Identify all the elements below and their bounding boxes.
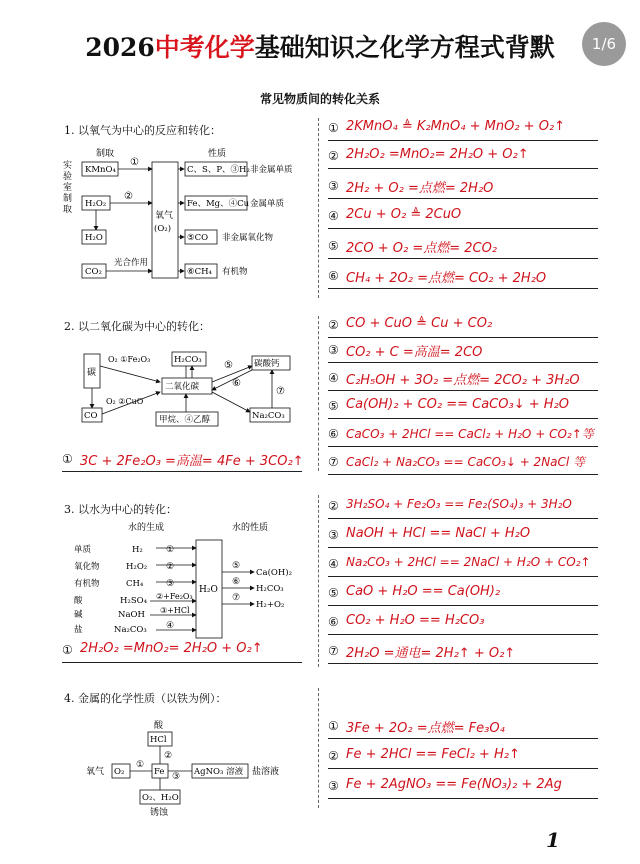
center-water: H₂O [199, 585, 218, 595]
row-mark-5: ③+HCl [160, 606, 190, 615]
equation-number: ③ [328, 528, 339, 542]
label-lab-1: 实 [63, 161, 73, 171]
equation-number: ③ [328, 343, 339, 357]
equation-text: 2H₂O₂ =MnO₂= 2H₂O + O₂↑ [80, 641, 263, 656]
row-mark-6: ④ [166, 621, 175, 631]
column-divider [318, 316, 319, 471]
label-lab-2: 验 [63, 172, 73, 182]
metal-diagram [84, 716, 310, 818]
head-generation: 水的生成 [128, 523, 165, 533]
equation-text: NaOH + HCl == NaCl + H₂O [346, 526, 531, 541]
circle-3-metal: ③ [172, 772, 181, 782]
label-prep: 制取 [96, 149, 115, 159]
equation-text: Fe + 2AgNO₃ == Fe(NO₃)₂ + 2Ag [346, 777, 562, 792]
prop-mark-7: ⑦ [232, 593, 241, 603]
column-divider [318, 495, 319, 667]
equation-text: CaO + H₂O == Ca(OH)₂ [346, 584, 501, 599]
title-year: 2026 [85, 33, 155, 62]
label-lab-4: 制 [63, 194, 73, 204]
equation-row [328, 206, 598, 229]
equation-text: Ca(OH)₂ + CO₂ == CaCO₃↓ + H₂O [346, 397, 569, 412]
circle-1: ① [130, 157, 139, 168]
equation-number: ⑤ [328, 239, 339, 253]
label-acid: 酸 [154, 721, 164, 731]
center-co2: 二氧化碳 [165, 382, 200, 392]
label-rust: 锈蚀 [150, 808, 169, 818]
page-subtitle: 常见物质间的转化关系 [259, 92, 380, 106]
equation-text: C₂H₅OH + 3O₂ =点燃= 2CO₂ + 3H₂O [346, 373, 580, 388]
equation-text: 2KMnO₄ ≜ K₂MnO₄ + MnO₂ + O₂↑ [346, 119, 566, 134]
label-props: 性质 [208, 149, 227, 159]
equation-text: 2H₂ + O₂ =点燃= 2H₂O [346, 181, 494, 196]
section-title-co2: 2. 以二氧化碳为中心的转化： [64, 320, 210, 333]
row-cat-6: 盐 [74, 625, 83, 635]
box-co2: CO₂ [85, 267, 102, 277]
title-highlight: 中考化学 [154, 33, 255, 62]
equation-row [328, 776, 598, 799]
center-oxygen-formula: (O₂) [154, 224, 172, 234]
equation-number: ③ [328, 779, 339, 793]
box-h2o2: H₂O₂ [85, 199, 107, 209]
equation-number: ⑥ [328, 615, 339, 629]
equation-row-left [62, 449, 302, 472]
row-sub-1: H₂ [132, 545, 143, 555]
prop-co-note: 非金属氧化物 [222, 233, 274, 243]
box-fe: Fe [154, 767, 165, 777]
row-sub-3: CH₄ [126, 579, 144, 589]
equation-text: 3Fe + 2O₂ =点燃= Fe₃O₄ [346, 721, 505, 736]
box-rust-reactants: O₂、H₂O [142, 793, 179, 803]
equation-text: Fe + 2HCl == FeCl₂ + H₂↑ [346, 747, 520, 762]
prop-co: ⑤CO [187, 233, 209, 243]
label-lab-5: 取 [63, 205, 73, 215]
row-sub-4: H₂SO₄ [120, 596, 148, 606]
equation-row [328, 525, 598, 548]
box-organics: 甲烷、④乙醇 [159, 415, 211, 425]
section-title-metal: 4. 金属的化学性质（以铁为例）： [64, 692, 227, 705]
row-cat-2: 氧化物 [74, 562, 100, 572]
equation-number: ⑥ [328, 427, 339, 441]
equation-number: ① [328, 121, 339, 135]
prop-product-5: Ca(OH)₂ [256, 568, 292, 578]
equation-number: ⑤ [328, 399, 339, 413]
section-title-oxygen: 1. 以氧气为中心的反应和转化： [64, 124, 221, 137]
label-lower-arrow: O₂ ②CuO [106, 397, 144, 406]
box-h2co3: H₂CO₃ [174, 355, 202, 365]
equation-row [328, 583, 598, 606]
row-cat-5: 碱 [74, 610, 83, 620]
equation-text: CaCO₃ + 2HCl == CaCl₂ + H₂O + CO₂↑等 [346, 427, 594, 441]
equation-number: ② [328, 318, 339, 332]
equation-text: Na₂CO₃ + 2HCl == 2NaCl + H₂O + CO₂↑ [346, 555, 591, 569]
equation-row [328, 176, 598, 199]
box-caco3: 碳酸钙 [254, 359, 280, 369]
equation-number: ③ [328, 179, 339, 193]
equation-row [328, 118, 598, 141]
box-h2o: H₂O [85, 233, 103, 243]
label-lab-3: 室 [63, 183, 73, 193]
row-sub-6: Na₂CO₃ [114, 625, 147, 635]
prop-nonmetal: C、S、P、③H₂ [187, 165, 250, 175]
equation-text: 2CO + O₂ =点燃= 2CO₂ [346, 241, 498, 256]
box-o2: O₂ [114, 767, 125, 777]
row-mark-1: ① [166, 545, 175, 555]
page-title [0, 28, 640, 64]
equation-number: ② [328, 499, 339, 513]
column-divider [318, 688, 319, 808]
row-cat-4: 酸 [74, 596, 83, 606]
row-cat-1: 单质 [74, 545, 92, 555]
equation-row [328, 236, 598, 259]
equation-number: ② [328, 149, 339, 163]
prop-mark-5: ⑤ [232, 561, 241, 571]
equation-row [328, 612, 598, 635]
prop-ch4: ⑥CH₄ [187, 267, 212, 277]
equation-number: ④ [328, 371, 339, 385]
circle-1-metal: ① [136, 760, 145, 770]
equation-row [328, 146, 598, 169]
page-number: 1 [546, 828, 560, 852]
label-photosynthesis: 光合作用 [114, 258, 149, 268]
equation-number: ① [62, 452, 73, 466]
equation-text: CO₂ + C =高温= 2CO [346, 345, 483, 360]
co2-diagram [76, 346, 306, 430]
equation-text: CaCl₂ + Na₂CO₃ == CaCO₃↓ + 2NaCl 等 [346, 455, 586, 469]
box-kmno4: KMnO₄ [85, 165, 116, 175]
head-properties: 水的性质 [232, 523, 269, 533]
equation-number: ④ [328, 557, 339, 571]
circle-5: ⑤ [224, 360, 233, 371]
equation-row [328, 554, 598, 577]
circle-2-metal: ② [164, 751, 173, 761]
equation-row-left [62, 640, 302, 663]
equation-text: CO + CuO ≜ Cu + CO₂ [346, 316, 493, 331]
equation-row [328, 340, 598, 363]
equation-row [328, 641, 598, 664]
box-carbon: 碳 [87, 368, 97, 378]
circle-7: ⑦ [276, 386, 285, 397]
equation-number: ⑦ [328, 455, 339, 469]
equation-text: CO₂ + H₂O == H₂CO₃ [346, 613, 485, 628]
equation-number: ② [328, 749, 339, 763]
prop-product-6: H₂CO₃ [256, 584, 284, 594]
label-oxygen: 氧气 [86, 767, 105, 777]
page-indicator-badge[interactable]: 1/6 [582, 22, 626, 66]
center-oxygen: 氧气 [155, 211, 174, 221]
equation-text: 3H₂SO₄ + Fe₂O₃ == Fe₂(SO₄)₃ + 3H₂O [346, 497, 572, 511]
equation-row [328, 396, 598, 419]
equation-row [328, 496, 598, 519]
equation-row [328, 315, 598, 338]
equation-number: ⑤ [328, 586, 339, 600]
water-diagram [70, 520, 310, 642]
equation-text: 2H₂O₂ =MnO₂= 2H₂O + O₂↑ [346, 147, 529, 162]
equation-row [328, 424, 598, 447]
row-sub-2: H₂O₂ [126, 562, 148, 572]
equation-number: ⑦ [328, 644, 339, 658]
row-mark-4: ②+Fe₂O₃ [156, 592, 193, 601]
equation-number: ① [62, 643, 73, 657]
equation-text: 3C + 2Fe₂O₃ =高温= 4Fe + 3CO₂↑ [80, 454, 304, 469]
equation-row [328, 266, 598, 289]
circle-2: ② [124, 191, 133, 202]
equation-number: ④ [328, 209, 339, 223]
box-hcl: HCl [150, 735, 167, 745]
prop-nonmetal-note: 非金属单质 [250, 165, 293, 175]
section-title-water: 3. 以水为中心的转化： [64, 503, 177, 516]
equation-row [328, 746, 598, 769]
equation-text: CH₄ + 2O₂ =点燃= CO₂ + 2H₂O [346, 271, 547, 286]
box-na2co3: Na₂CO₃ [252, 411, 285, 421]
equation-text: 2Cu + O₂ ≜ 2CuO [346, 207, 462, 222]
title-rest: 基础知识之化学方程式背默 [254, 33, 555, 62]
prop-metal: Fe、Mg、④Cu [187, 199, 250, 209]
prop-ch4-note: 有机物 [222, 267, 248, 277]
box-agno3: AgNO₃ 溶液 [194, 767, 244, 777]
oxygen-diagram [60, 140, 310, 290]
row-mark-2: ② [166, 562, 175, 572]
equation-row [328, 716, 598, 739]
box-co: CO [84, 411, 98, 421]
row-cat-3: 有机物 [74, 579, 100, 589]
prop-metal-note: 金属单质 [250, 199, 285, 209]
equation-number: ⑥ [328, 269, 339, 283]
equation-row [328, 368, 598, 391]
column-divider [318, 118, 319, 298]
label-upper-arrow: O₂ ①Fe₂O₃ [108, 355, 151, 364]
equation-text: 2H₂O =通电= 2H₂↑ + O₂↑ [346, 646, 516, 661]
row-sub-5: NaOH [118, 610, 145, 620]
equation-number: ① [328, 719, 339, 733]
prop-product-7: H₂+O₂ [256, 600, 285, 610]
row-mark-3: ③ [166, 579, 175, 589]
circle-6: ⑥ [232, 378, 241, 389]
prop-mark-6: ⑥ [232, 577, 241, 587]
equation-row [328, 452, 598, 475]
label-salt: 盐溶液 [252, 767, 280, 777]
